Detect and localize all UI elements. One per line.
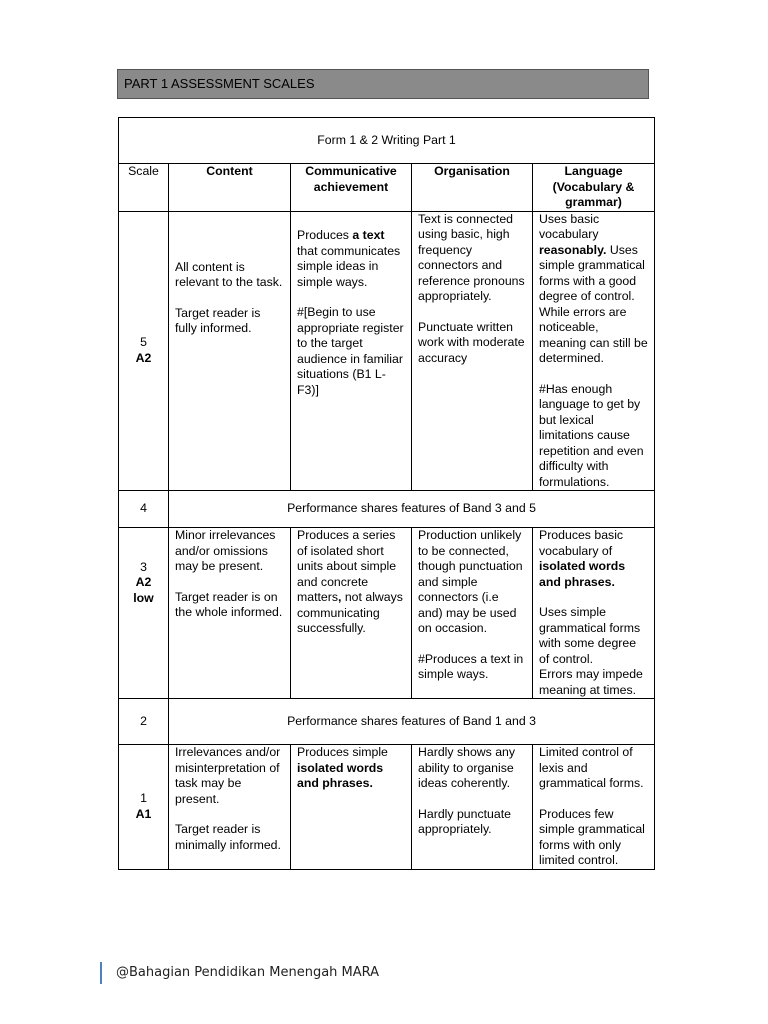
organisation-text: #Produces a text in simple ways. [418, 651, 524, 681]
band-1-content [169, 745, 291, 870]
score-number: 5 [140, 335, 147, 350]
band-5-row [119, 211, 655, 491]
band-1-score [119, 745, 169, 870]
content-text: Irrelevances and/or misinterpretation of task may be present. [175, 745, 281, 806]
communicative-text: Produces simple isolated words and phrases. [297, 745, 388, 790]
band-4-description: Performance shares features of Band 3 and 5 [169, 491, 655, 528]
organisation-text: Production unlikely to be connected, though punctuation and simple connectors (i.e and) may be used on occasion. [418, 528, 523, 635]
band-3-language [533, 528, 655, 699]
cefr-level: A2 [135, 575, 152, 590]
band-1-organisation [412, 745, 533, 870]
communicative-text: Produces a text that communicates simple ideas in simple ways. [297, 228, 401, 289]
section-header: PART 1 ASSESSMENT SCALES [117, 69, 649, 99]
header-content: Content [169, 164, 291, 212]
header-row [119, 164, 655, 212]
content-text: Target reader is on the whole informed. [175, 589, 283, 619]
band-5-content [169, 211, 291, 491]
band-1-row [119, 745, 655, 870]
band-5-score [119, 211, 169, 491]
communicative-text: #[Begin to use appropriate register to the target audience in familiar situations (B1 L-F3)] [297, 305, 404, 397]
band-3-organisation [412, 528, 533, 699]
cefr-level: A1 [135, 806, 152, 821]
organisation-text: Punctuate written work with moderate accuracy [418, 319, 525, 365]
band-2-row [119, 699, 655, 745]
cefr-level: A2 [135, 350, 152, 365]
band-3-content [169, 528, 291, 699]
page-footer: @Bahagian Pendidikan Menengah MARA [100, 962, 379, 984]
organisation-text: Text is connected using basic, high frequency connectors and reference pronouns appropriately. [418, 211, 525, 303]
table-title: Form 1 & 2 Writing Part 1 [119, 118, 655, 164]
language-text: Produces few simple grammatical forms with only limited control. [539, 806, 645, 867]
header-language: Language (Vocabulary & grammar) [533, 164, 655, 212]
language-text: Uses basic vocabulary reasonably. Uses simple grammatical forms with a good degree of control. While errors are noticeable, meaning can still be determined. [539, 211, 648, 365]
assessment-scale-table [118, 117, 655, 870]
band-4-row [119, 491, 655, 528]
band-5-language [533, 211, 655, 491]
band-5-communicative [291, 211, 412, 491]
score-number: 1 [140, 791, 147, 806]
content-text: All content is relevant to the task. [175, 259, 283, 290]
cefr-level-qualifier: low [133, 590, 154, 605]
communicative-text: Produces a series of isolated short units about simple and concrete matters, not always communicating successfully. [297, 528, 403, 635]
content-text: Minor irrelevances and/or omissions may be present. [175, 528, 276, 573]
organisation-text: Hardly shows any ability to organise ideas coherently. [418, 745, 516, 790]
band-3-score [119, 528, 169, 699]
organisation-text: Hardly punctuate appropriately. [418, 806, 511, 836]
header-organisation: Organisation [412, 164, 533, 212]
band-5-organisation [412, 211, 533, 491]
content-text: Target reader is fully informed. [175, 305, 261, 336]
language-text: #Has enough language to get by but lexical limitations cause repetition and even difficulty with formulations. [539, 381, 644, 489]
language-text: Limited control of lexis and grammatical forms. [539, 745, 644, 790]
band-2-score: 2 [119, 699, 169, 745]
band-3-row [119, 528, 655, 699]
band-4-score: 4 [119, 491, 169, 528]
band-1-language [533, 745, 655, 870]
language-text: Produces basic vocabulary of isolated words and phrases. [539, 528, 626, 589]
language-text: Uses simple grammatical forms with some degree of control. Errors may impede meaning at times. [539, 605, 643, 697]
header-scale: Scale [119, 164, 169, 212]
band-2-description: Performance shares features of Band 1 and 3 [169, 699, 655, 745]
score-number: 3 [140, 559, 147, 574]
band-1-communicative [291, 745, 412, 870]
band-3-communicative [291, 528, 412, 699]
content-text: Target reader is minimally informed. [175, 822, 281, 852]
header-communicative-achievement: Communicative achievement [291, 164, 412, 212]
